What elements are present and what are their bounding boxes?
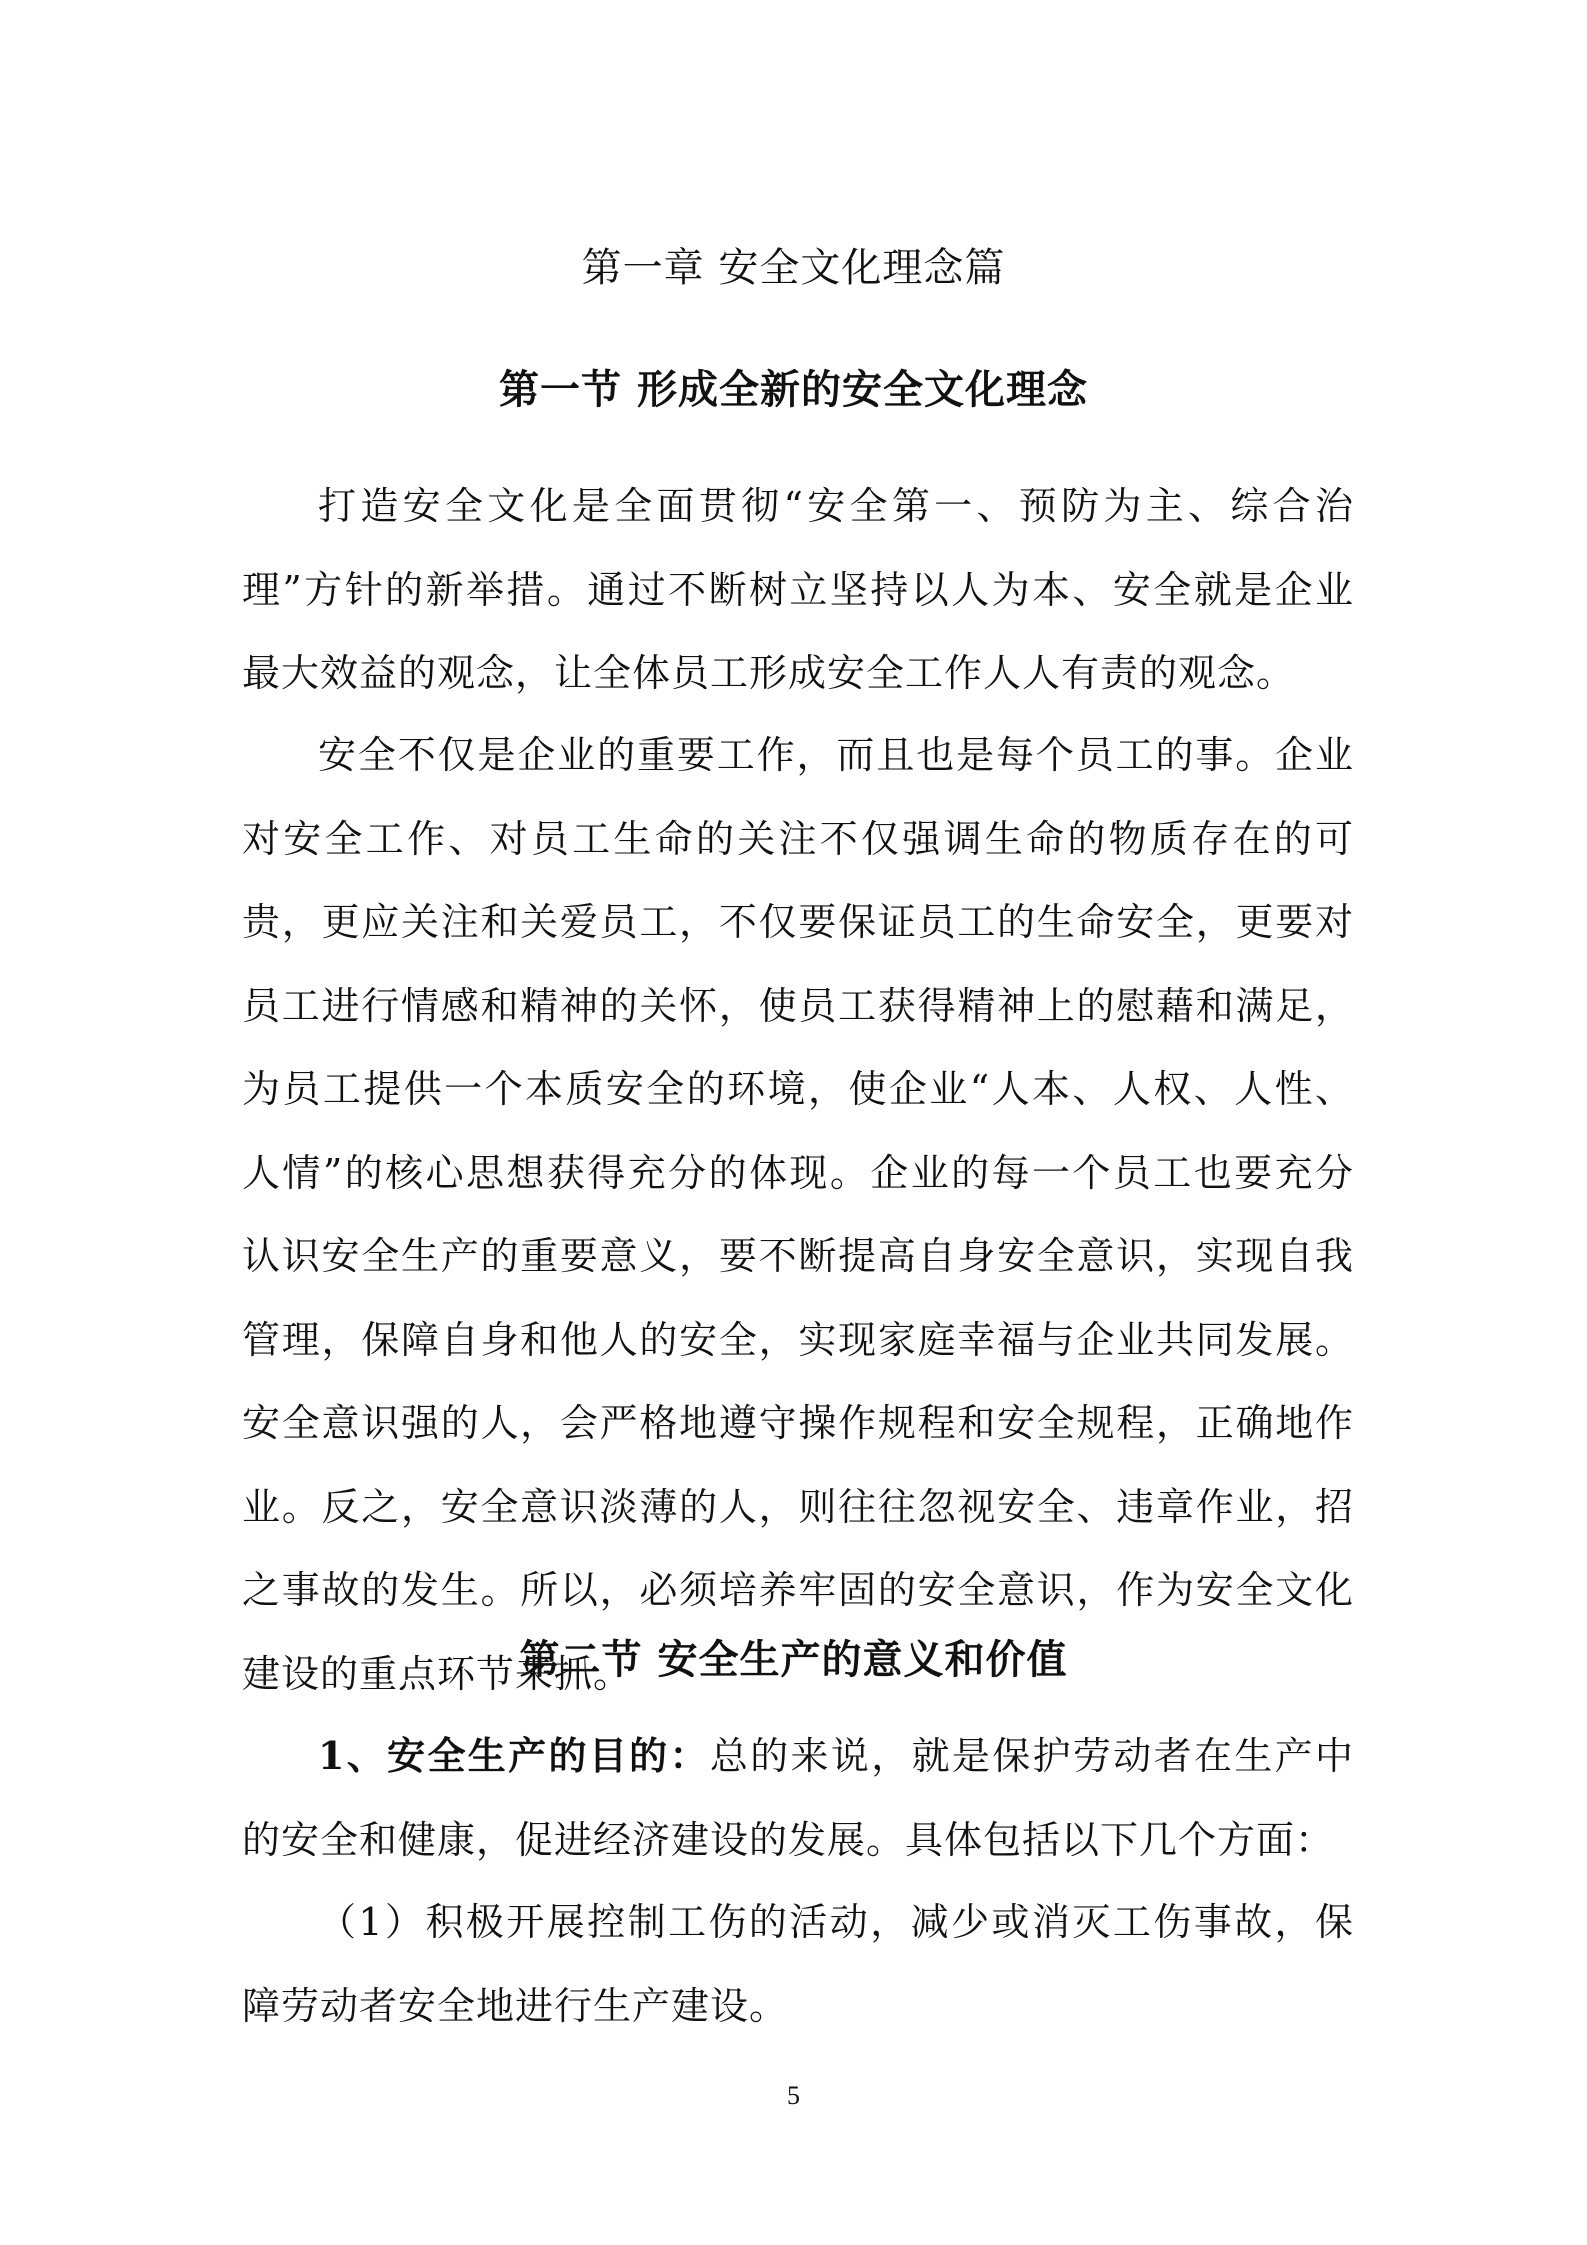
section-title-1: 第一节 形成全新的安全文化理念	[499, 366, 1088, 413]
page-number: 5	[787, 2081, 800, 2110]
paragraph-3-lead: 1、安全生产的目的：	[318, 1733, 710, 1778]
paragraph-4: （1）积极开展控制工伤的活动，减少或消灭工伤事故，保障劳动者安全地进行生产建设。	[242, 1900, 1354, 2028]
paragraph-2: 安全不仅是企业的重要工作，而且也是每个员工的事。企业对安全工作、对员工生命的关注不仅强调生命的物质存在的可贵，更应关注和关爱员工，不仅要保证员工的生命安全，更要对员工进行情感和精神的关怀，使员工获得精神上的慰藉和满足，为员工提供一个本质安全的环境，使企业“人本、人权、人性、人情”的核心思想获得充分的体现。企业的每一个员工也要充分认识安全生产的重要意义，要不断提高自身安全意识，实现自我管理，保障自身和他人的安全，实现家庭幸福与企业共同发展。安全意识强的人，会严格地遵守操作规程和安全规程，正确地作业。反之，安全意识淡薄的人，则往往忽视安全、违章作业，招之事故的发生。所以，必须培养牢固的安全意识，作为安全文化建设的重点环节来抓。	[242, 733, 1354, 1696]
paragraph-3	[242, 1714, 1354, 1882]
paragraph-1: 打造安全文化是全面贯彻“安全第一、预防为主、综合治理”方针的新举措。通过不断树立坚持以人为本、安全就是企业最大效益的观念，让全体员工形成安全工作人人有责的观念。	[242, 484, 1354, 695]
section-title-2: 第二节 安全生产的意义和价值	[519, 1636, 1068, 1683]
paragraph-3-text: 总的来说，就是保护劳动者在生产中的安全和健康，促进经济建设的发展。具体包括以下几个方面：	[242, 1734, 1354, 1862]
chapter-title: 第一章 安全文化理念篇	[581, 245, 1006, 291]
